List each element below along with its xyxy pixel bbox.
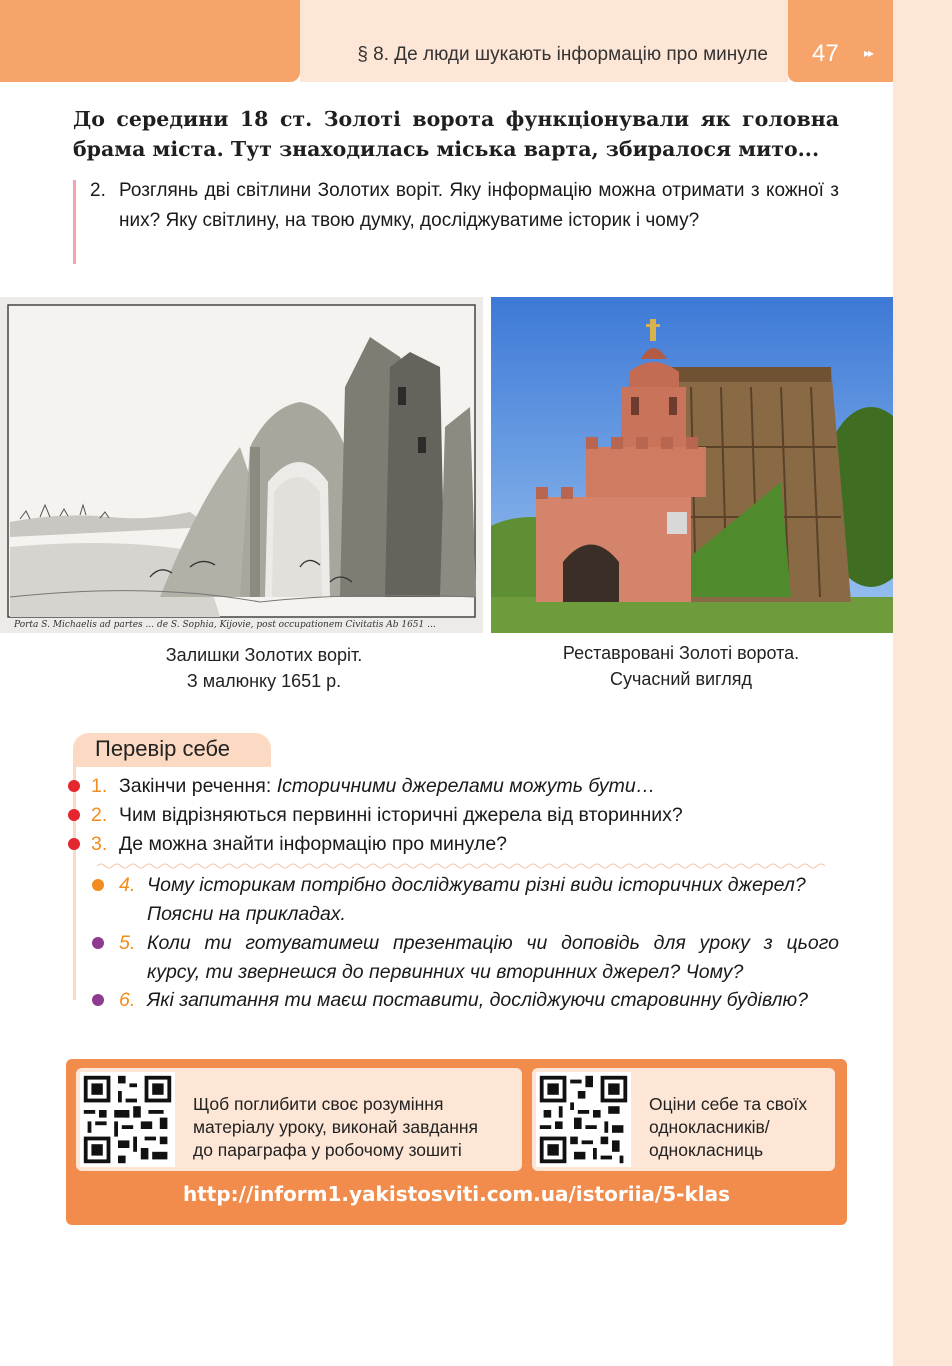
question-4-line1: Чому історикам потрібно досліджувати різні види історичних джерел? <box>147 874 806 896</box>
question-6-text: Які запитання ти маєш поставити, досліджуючи старовинну будівлю? <box>147 989 809 1011</box>
red-dot-icon <box>68 780 80 792</box>
left-caption-line1: Залишки Золотих воріт. <box>165 645 363 665</box>
question-2-number: 2. <box>91 804 108 826</box>
right-photo-caption <box>492 640 870 692</box>
check-yourself-tab <box>73 733 271 767</box>
right-margin-strip <box>893 0 952 1366</box>
right-caption-line1: Реставровані Золоті ворота. <box>562 643 800 663</box>
question-5-line2: курсу, ти звернешся до первинних чи вторинних джерел? Чому? <box>147 961 744 983</box>
question-1-text: Закінчи речення: <box>119 775 277 797</box>
question-4-number: 4. <box>119 874 136 896</box>
ruins-sketch-image <box>0 297 483 633</box>
wavy-divider <box>97 862 839 870</box>
orange-dot-icon <box>92 879 104 891</box>
self-assessment-text <box>649 1093 807 1162</box>
question-6-number: 6. <box>119 989 136 1011</box>
next-arrows-icon[interactable]: ▸▸ <box>864 46 873 60</box>
qr-code-pattern <box>536 1072 631 1167</box>
workbook-text <box>193 1093 478 1162</box>
red-dot-icon <box>68 809 80 821</box>
ruins-sketch-drawing <box>0 297 483 633</box>
golden-gate-photo <box>491 297 893 633</box>
sketch-inscription: Porta S. Michaelis ad partes ... de S. Sophia, Kijovie, post occupationem Civitatis Ab 1651 ... <box>14 620 436 630</box>
workbook-line3: до параграфа у робочому зошиті <box>193 1140 462 1160</box>
self-assessment-line3: однокласниць <box>649 1140 764 1160</box>
self-assessment-line2: однокласників/ <box>649 1117 770 1137</box>
check-yourself-title: Перевір себе <box>95 736 231 761</box>
question-2-text: Чим відрізняються первинні історичні джерела від вторинних? <box>119 804 683 826</box>
question-5-line1: Коли ти готуватимеш презентацію чи доповідь для уроку з цього <box>147 932 839 954</box>
question-1-italic: Історичними джерелами можуть бути… <box>276 775 656 797</box>
question-4-line2: Поясни на прикладах. <box>147 903 346 925</box>
qr-code-pattern <box>80 1072 175 1167</box>
self-assessment-line1: Оціни себе та своїх <box>649 1094 808 1114</box>
red-dot-icon <box>68 838 80 850</box>
purple-dot-icon <box>92 994 104 1006</box>
question-3-number: 3. <box>91 833 108 855</box>
page-number: 47 <box>812 40 839 67</box>
left-caption-line2: З малюнку 1651 р. <box>186 671 342 691</box>
question-3-text: Де можна знайти інформацію про минуле? <box>119 833 508 855</box>
header-left-tab <box>0 0 300 82</box>
question-1-number: 1. <box>91 775 108 797</box>
right-caption-line2: Сучасний вигляд <box>610 669 752 689</box>
resource-url-link[interactable]: http://inform1.yakistosviti.com.ua/istoriia/5-klas <box>182 1182 731 1206</box>
qr-code-icon[interactable] <box>536 1072 631 1167</box>
left-photo-caption <box>80 642 448 694</box>
intro-quote: До середини 18 ст. Золоті ворота функціонували як головна брама міста. Тут знаходилась міська варта, збиралося мито... <box>73 107 839 161</box>
question-1 <box>119 772 655 801</box>
workbook-card[interactable] <box>76 1068 522 1171</box>
section-title: § 8. Де люди шукають інформацію про минуле <box>357 44 768 65</box>
resource-banner <box>66 1059 847 1225</box>
task-number: 2. <box>90 180 106 201</box>
workbook-line1: Щоб поглибити своє розуміння <box>193 1094 444 1114</box>
page-number-box <box>788 0 893 82</box>
question-5-number: 5. <box>119 932 136 954</box>
purple-dot-icon <box>92 937 104 949</box>
qr-code-icon[interactable] <box>80 1072 175 1167</box>
task-side-bar <box>73 180 76 264</box>
self-assessment-card[interactable] <box>532 1068 835 1171</box>
header-section-box <box>300 0 788 82</box>
golden-gate-drawing <box>491 297 893 633</box>
task-text: Розглянь дві світлини Золотих воріт. Яку інформацію можна отримати з кожної з них? Яку світлину, на твою думку, досліджуватиме історик і чому? <box>119 180 839 231</box>
workbook-line2: матеріалу уроку, виконай завдання <box>193 1117 478 1137</box>
check-yourself-side-line <box>73 767 76 1000</box>
